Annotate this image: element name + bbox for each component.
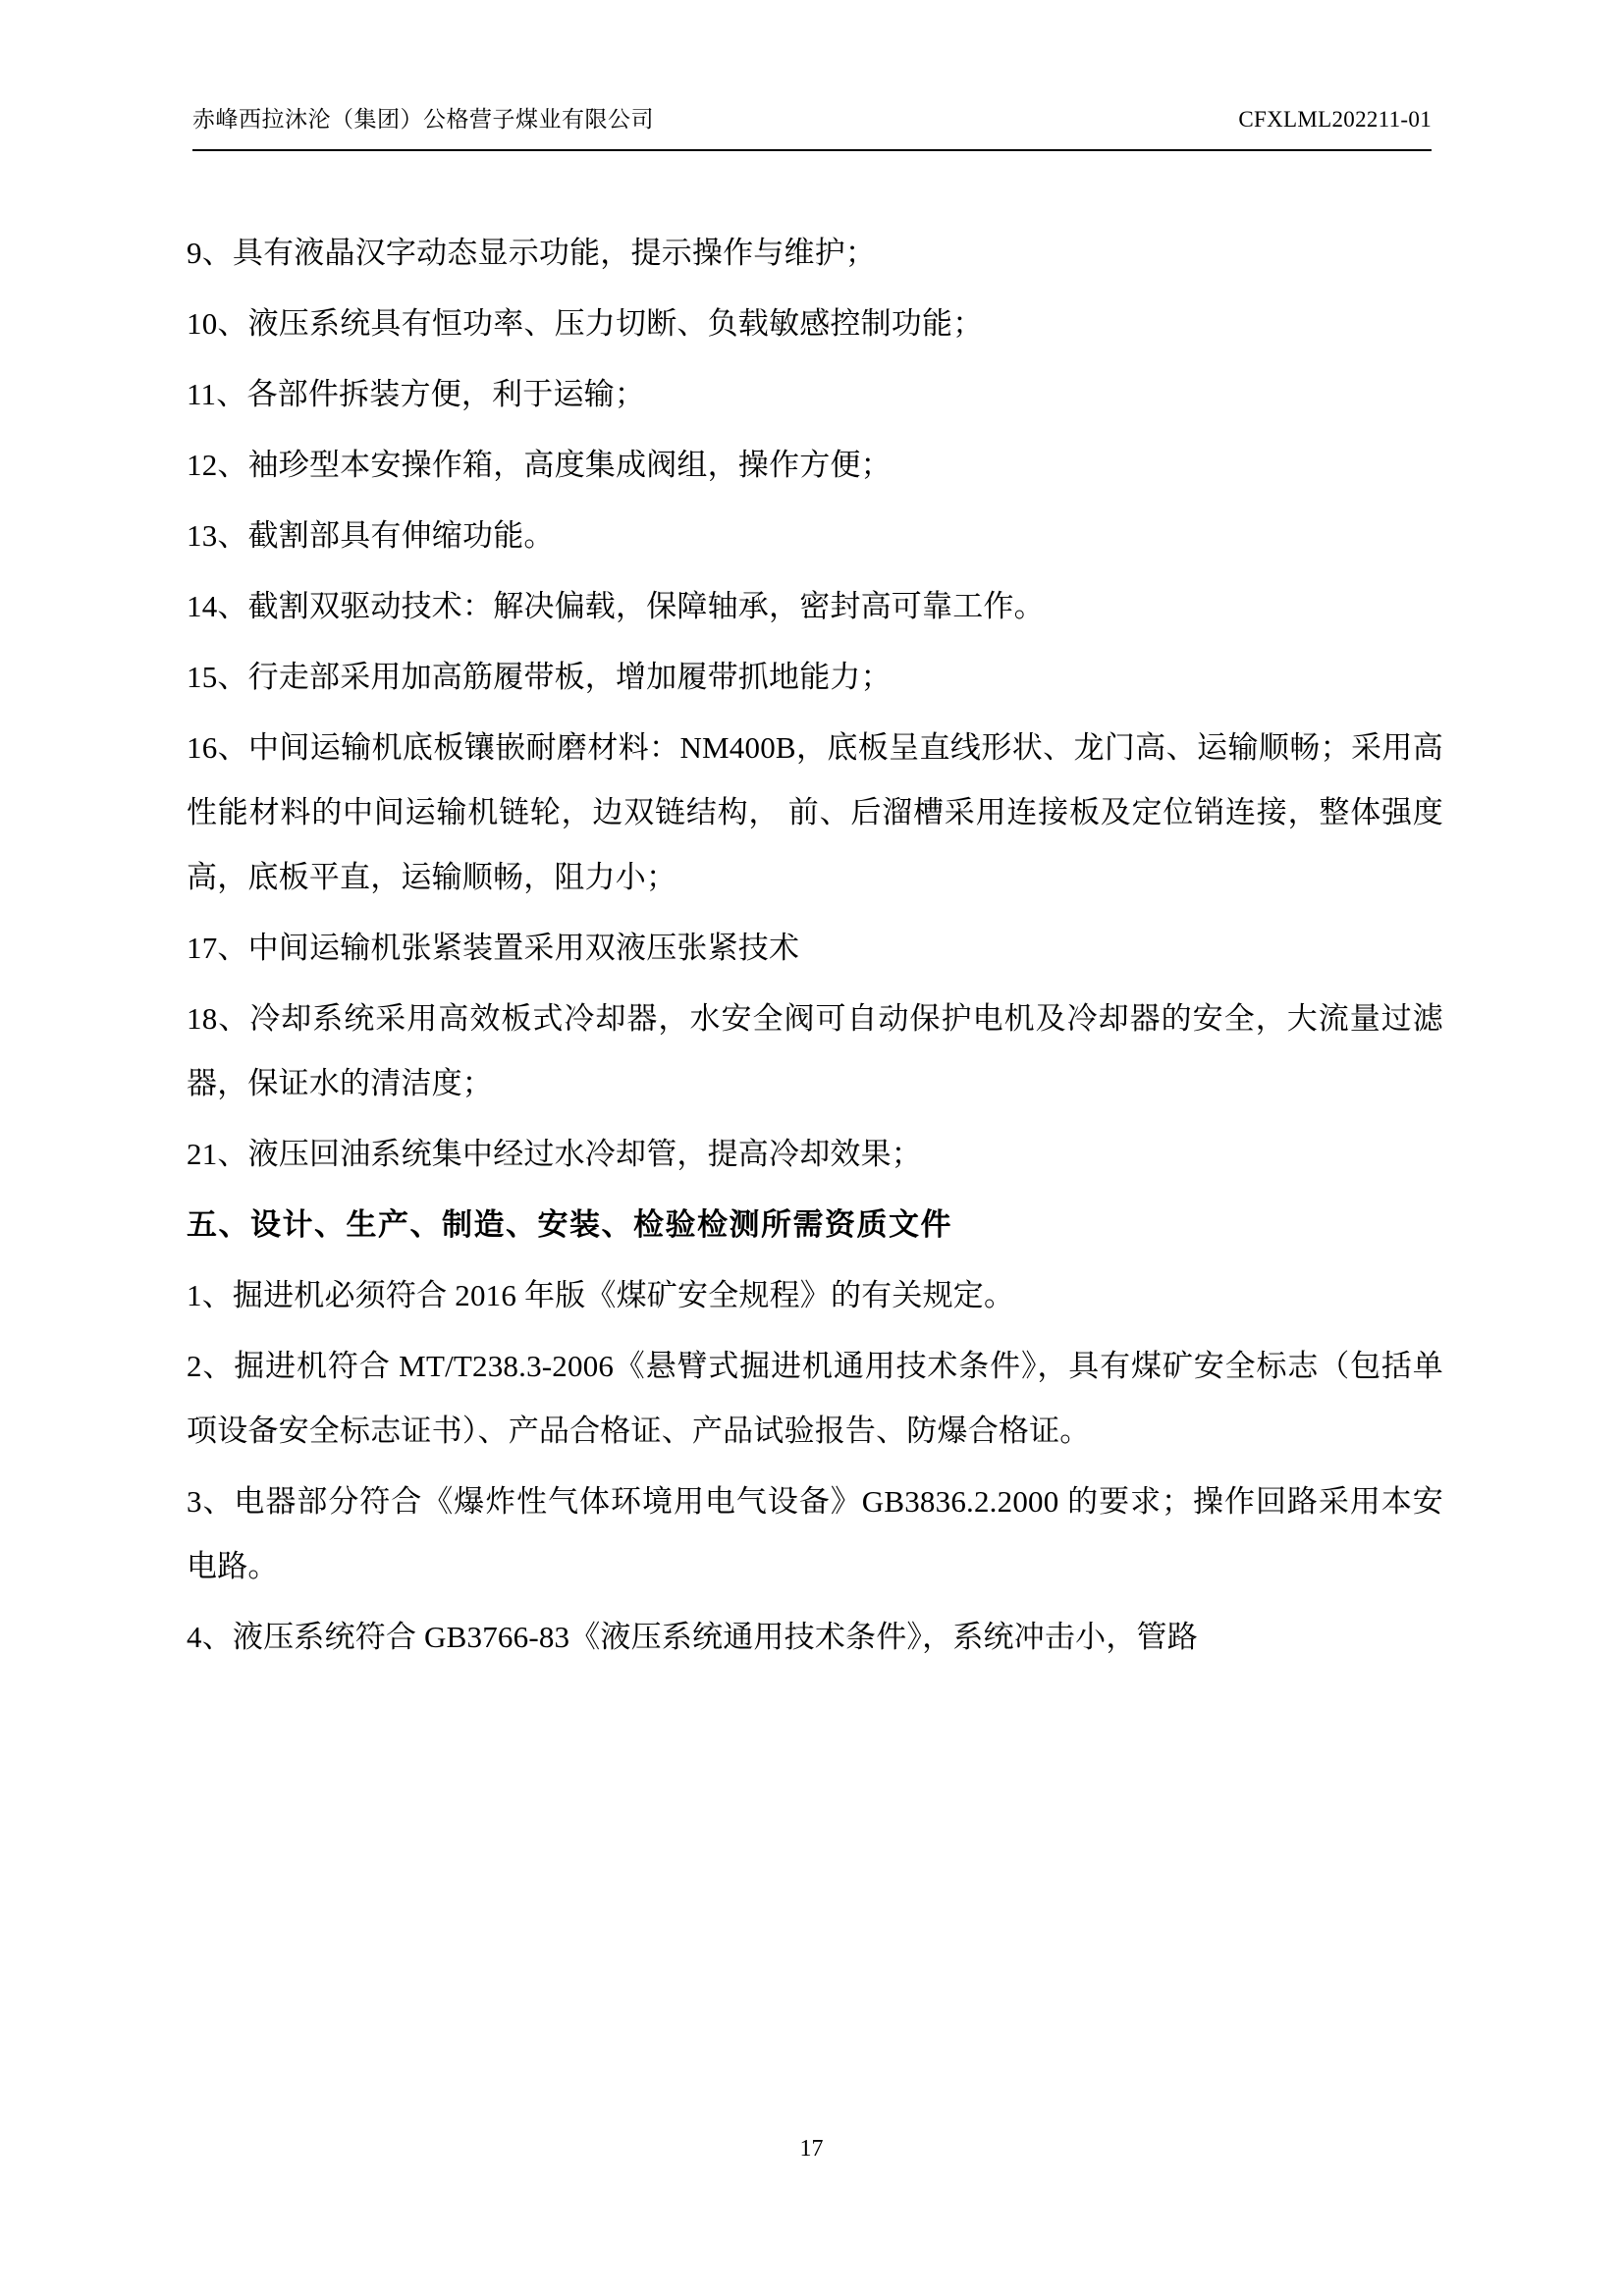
paragraph: 17、中间运输机张紧装置采用双液压张紧技术	[187, 931, 800, 965]
paragraph: 1、掘进机必须符合 2016 年版《煤矿安全规程》的有关规定。	[187, 1278, 1015, 1312]
header-document-code: CFXLML202211-01	[1238, 107, 1432, 132]
document-body	[187, 221, 1443, 1676]
paragraph: 18、冷却系统采用高效板式冷却器，水安全阀可自动保护电机及冷却器的安全，大流量过滤器，保证水的清洁度；	[187, 1001, 1443, 1100]
paragraph: 21、液压回油系统集中经过水冷却管，提高冷却效果；	[187, 1137, 922, 1171]
paragraph: 10、液压系统具有恒功率、压力切断、负载敏感控制功能；	[187, 306, 984, 341]
paragraph: 4、液压系统符合 GB3766-83《液压系统通用技术条件》，系统冲击小，管路	[187, 1620, 1198, 1654]
paragraph: 9、具有液晶汉字动态显示功能，提示操作与维护；	[187, 236, 877, 270]
paragraph: 14、截割双驱动技术：解决偏载，保障轴承，密封高可靠工作。	[187, 589, 1045, 623]
header-divider	[192, 149, 1432, 151]
paragraph: 16、中间运输机底板镶嵌耐磨材料：NM400B，底板呈直线形状、龙门高、运输顺畅；采用高性能材料的中间运输机链轮，边双链结构， 前、后溜槽采用连接板及定位销连接，整体强度高，底板平直，运输顺畅，阻力小；	[187, 730, 1443, 894]
header-company-name: 赤峰西拉沐沦（集团）公格营子煤业有限公司	[192, 107, 654, 132]
paragraph: 12、袖珍型本安操作箱，高度集成阀组，操作方便；	[187, 448, 892, 482]
paragraph: 11、各部件拆装方便，利于运输；	[187, 377, 646, 411]
section-heading: 五、设计、生产、制造、安装、检验检测所需资质文件	[187, 1207, 952, 1242]
page-number: 17	[799, 2136, 824, 2162]
paragraph: 2、掘进机符合 MT/T238.3-2006《悬臂式掘进机通用技术条件》，具有煤矿安全标志（包括单项设备安全标志证书）、产品合格证、产品试验报告、防爆合格证。	[187, 1349, 1443, 1448]
page-header	[192, 106, 1432, 133]
paragraph: 3、电器部分符合《爆炸性气体环境用电气设备》GB3836.2.2000 的要求；操作回路采用本安电路。	[187, 1484, 1443, 1583]
paragraph: 13、截割部具有伸缩功能。	[187, 518, 555, 553]
paragraph: 15、行走部采用加高筋履带板，增加履带抓地能力；	[187, 660, 892, 694]
